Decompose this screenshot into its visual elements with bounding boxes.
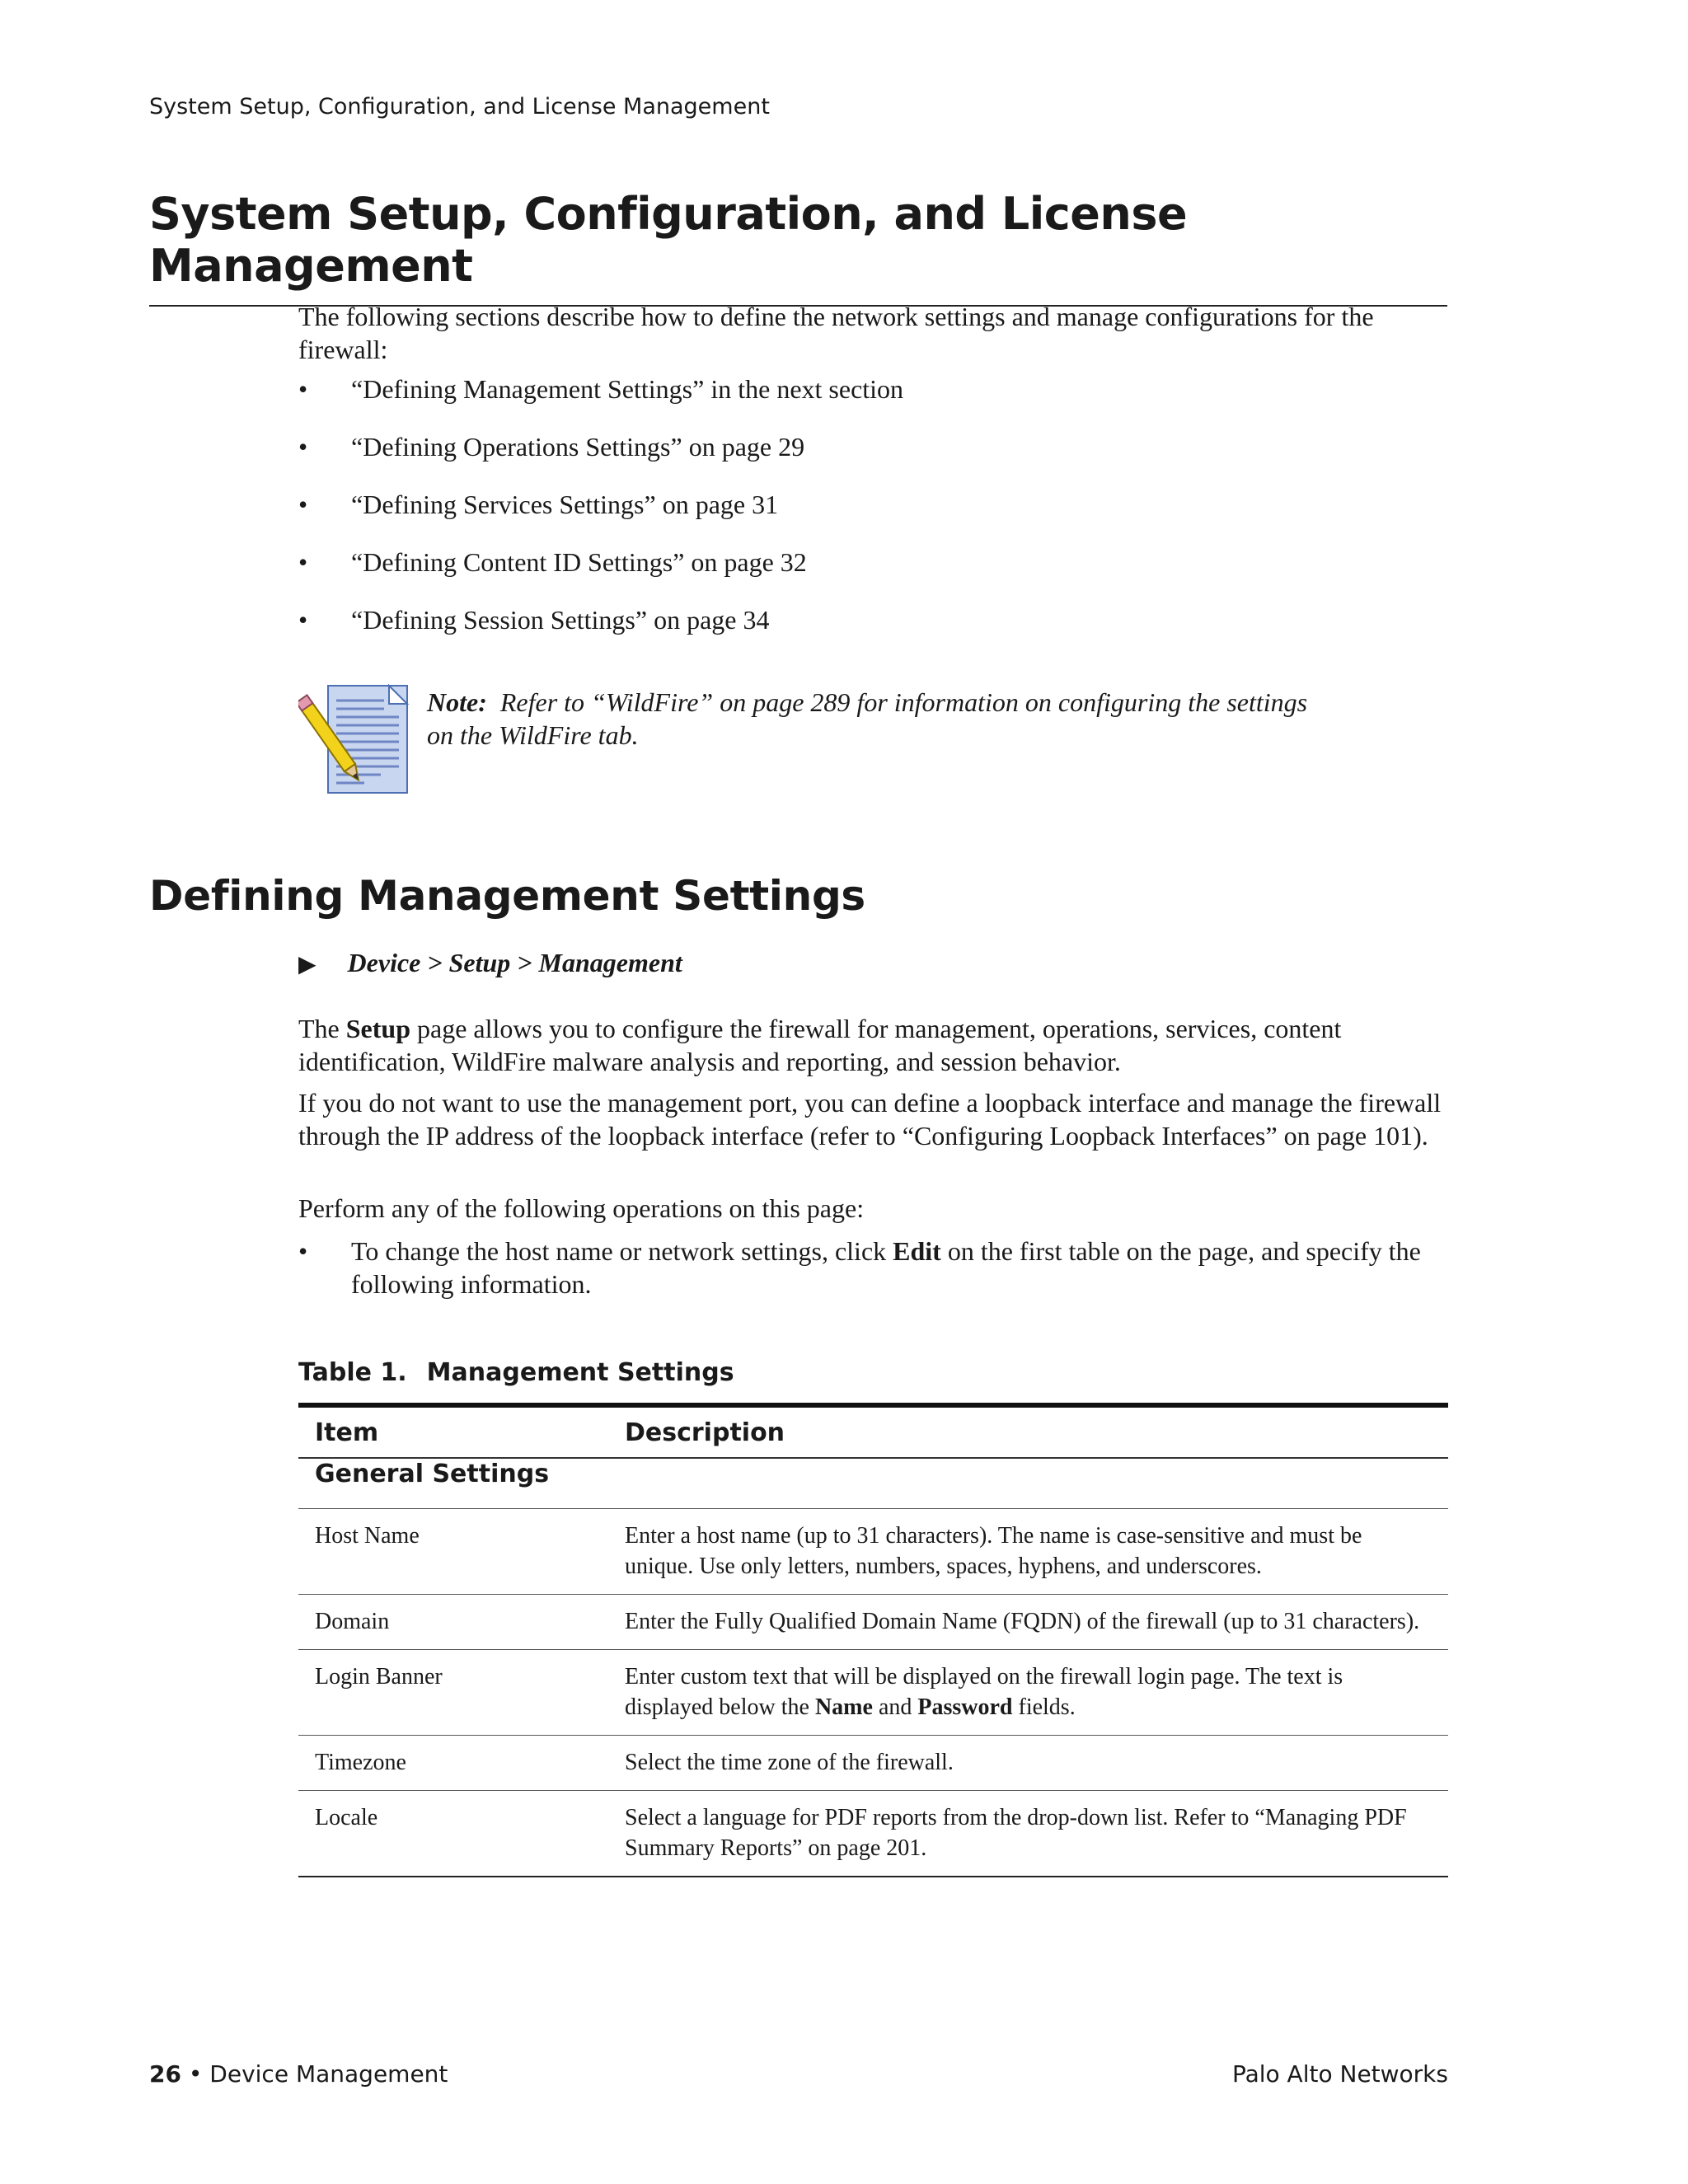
group-heading: General Settings bbox=[298, 1458, 1448, 1509]
triangle-arrow-icon: ▶ bbox=[298, 952, 316, 977]
list-item: • To change the host name or network settings, click Edit on the first table on the page, and specify the following information. bbox=[298, 1236, 1421, 1299]
description-cell: Select the time zone of the firewall. bbox=[608, 1736, 1448, 1791]
running-header: System Setup, Configuration, and License Management bbox=[149, 94, 770, 120]
item-cell: Host Name bbox=[298, 1509, 608, 1595]
item-cell: Domain bbox=[298, 1595, 608, 1650]
page-number: 26 bbox=[149, 2060, 181, 2088]
list-item[interactable]: • “Defining Services Settings” on page 31 bbox=[298, 488, 1448, 546]
section-title: Defining Management Settings bbox=[149, 872, 865, 920]
footer-left: 26 • Device Management bbox=[149, 2060, 448, 2088]
operations-paragraph: Perform any of the following operations on this page: bbox=[298, 1193, 865, 1223]
table-caption bbox=[298, 1358, 734, 1387]
list-item[interactable]: • “Defining Operations Settings” on page 29 bbox=[298, 430, 1448, 488]
column-header-description: Description bbox=[608, 1405, 1448, 1458]
table-title: Management Settings bbox=[426, 1358, 734, 1387]
setup-paragraph: The Setup page allows you to configure the firewall for management, operations, services, content identification, WildFire malware analysis and reporting, and session behavior. bbox=[298, 1014, 1342, 1076]
table-group-row bbox=[298, 1458, 1448, 1509]
table-row bbox=[298, 1650, 1448, 1736]
table-row bbox=[298, 1509, 1448, 1595]
footer-section: Device Management bbox=[209, 2060, 448, 2088]
table-row bbox=[298, 1791, 1448, 1877]
table-row bbox=[298, 1595, 1448, 1650]
description-cell: Enter custom text that will be displayed on the firewall login page. The text is displayed below the Name and Password fields. bbox=[608, 1650, 1448, 1736]
note-pad-icon bbox=[298, 681, 414, 798]
item-cell: Timezone bbox=[298, 1736, 608, 1791]
list-item[interactable]: • “Defining Management Settings” in the next section bbox=[298, 373, 1448, 430]
description-cell: Select a language for PDF reports from the drop-down list. Refer to “Managing PDF Summary Reports” on page 201. bbox=[625, 1805, 1407, 1861]
table-number: Table 1. bbox=[298, 1358, 407, 1387]
description-cell: Enter a host name (up to 31 characters). The name is case-sensitive and must be unique. Use only letters, numbers, spaces, hyphens, and underscores. bbox=[608, 1509, 1448, 1595]
table-row bbox=[298, 1736, 1448, 1791]
navigation-path bbox=[298, 948, 682, 978]
note-label: Note: bbox=[427, 687, 487, 717]
list-item[interactable]: • “Defining Content ID Settings” on page 32 bbox=[298, 546, 1448, 603]
note-callout bbox=[427, 686, 1334, 752]
list-item[interactable]: • “Defining Session Settings” on page 34 bbox=[298, 603, 1448, 661]
bullet-icon: • bbox=[298, 1236, 308, 1266]
description-cell: Enter the Fully Qualified Domain Name (FQDN) of the firewall (up to 31 characters). bbox=[608, 1595, 1448, 1650]
loopback-paragraph: If you do not want to use the management port, you can define a loopback interface and manage the firewall through the IP address of the loopback interface (refer to “Configuring Loopback Interfaces” on page 101). bbox=[298, 1088, 1442, 1151]
intro-paragraph: The following sections describe how to define the network settings and manage configurations for the firewall: bbox=[298, 302, 1374, 364]
section-link-list bbox=[298, 373, 1448, 661]
table-header-row bbox=[298, 1405, 1448, 1458]
column-header-item: Item bbox=[298, 1405, 608, 1458]
chapter-title: System Setup, Configuration, and License Management bbox=[149, 188, 1447, 307]
footer-company: Palo Alto Networks bbox=[1231, 2060, 1448, 2088]
management-settings-table bbox=[298, 1403, 1448, 1877]
edit-term: Edit bbox=[893, 1236, 941, 1266]
item-cell: Login Banner bbox=[298, 1650, 608, 1736]
note-text: Refer to “WildFire” on page 289 for information on configuring the settings on the WildFire tab. bbox=[427, 687, 1308, 750]
nav-path-text: Device > Setup > Management bbox=[347, 948, 682, 977]
item-cell: Locale bbox=[315, 1805, 378, 1830]
setup-term: Setup bbox=[345, 1014, 410, 1043]
